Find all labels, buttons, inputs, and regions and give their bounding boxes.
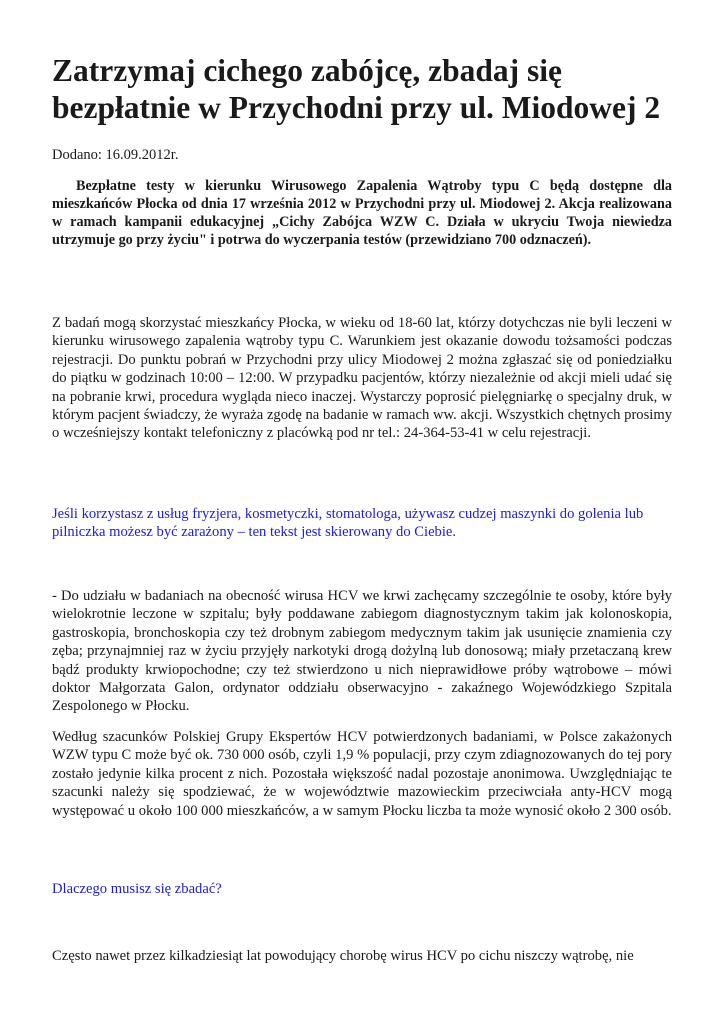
body-paragraph-registration: Z badań mogą skorzystać mieszkańcy Płocka, w wieku od 18-60 lat, którzy dotychczas nie byli leczeni w kierunku wirusowego zapalenia wątroby typu C. Warunkiem jest okazanie dowodu tożsamości podczas rejestracji. Do punktu pobrań w Przychodni przy ulicy Miodowej 2 można zgłaszać się od poniedziałku do piątku w godzinach 10:00 – 12:00. W przypadku pacjentów, którzy niezależnie od akcji mieli udać się na pobranie krwi, procedura wygląda nieco inaczej. Wystarczy poprosić pielęgniarkę o specjalny druk, w którym pacjent świadczy, że wyraża zgodę na badanie w ramach ww. akcji. Wszystkich chętnych prosimy o wcześniejszy kontakt telefoniczny z placówką pod nr tel.: 24-364-53-41 w celu rejestracji. xyxy=(52,315,672,442)
body-paragraph-quote: - Do udziału w badaniach na obecność wirusa HCV we krwi zachęcamy szczególnie te osoby, które były wielokrotnie leczone w szpitalu; były poddawane zabiegom diagnostycznym takim jak kolonoskopia, gastroskopia, bronchoskopia czy też drobnym zabiegom medycznym takim jak usunięcie znamienia czy zęba; przynajmniej raz w życiu przyjęły narkotyki drogą dożylną lub donosową; miały przetaczaną krew bądź produkty krwiopochodne; czy też stwierdzono u nich nieprawidłowe próby wątrobowe – mówi doktor Małgorzata Galon, ordynator oddziału obserwacyjno - zakaźnego Wojewódzkiego Szpitala Zespolonego w Płocku. xyxy=(52,588,672,715)
lead-paragraph: Bezpłatne testy w kierunku Wirusowego Zapalenia Wątroby typu C będą dostępne dla mieszkańców Płocka od dnia 17 września 2012 w Przychodni przy ul. Miodowej 2. Akcja realizowana w ramach kampanii edukacyjnej „Cichy Zabójca WZW C. Działa w ukryciu Twoja niewiedza utrzymuje go przy życiu" i potrwa do wyczerpania testów (przewidziano 700 odznaczeń). xyxy=(52,178,672,248)
body-paragraph-continued: Często nawet przez kilkadziesiąt lat powodujący chorobę wirus HCV po cichu niszczy wątrobę, nie xyxy=(52,948,634,964)
risk-link[interactable]: Jeśli korzystasz z usług fryzjera, kosmetyczki, stomatologa, używasz cudzej maszynki do golenia lub pilniczka możesz być zarażony – ten tekst jest skierowany do Ciebie. xyxy=(52,506,644,541)
why-test-link[interactable]: Dlaczego musisz się zbadać? xyxy=(52,881,222,897)
article-title: Zatrzymaj cichego zabójcę, zbadaj się bezpłatnie w Przychodni przy ul. Miodowej 2 xyxy=(52,53,661,125)
publish-date: Dodano: 16.09.2012r. xyxy=(52,147,179,163)
body-paragraph-statistics: Według szacunków Polskiej Grupy Ekspertów HCV potwierdzonych badaniami, w Polsce zakażonych WZW typu C może być ok. 730 000 osób, czyli 1,9 % populacji, przy czym zdiagnozowanych do tej pory zostało jedynie kilka procent z nich. Pozostała większość nadal pozostaje anonimowa. Uwzględniając te szacunki należy się spodziewać, że w województwie mazowieckim przeciwciała anty-HCV mogą występować u około 100 000 mieszkańców, a w samym Płocku liczba ta może wynosić około 2 300 osób. xyxy=(52,729,672,819)
